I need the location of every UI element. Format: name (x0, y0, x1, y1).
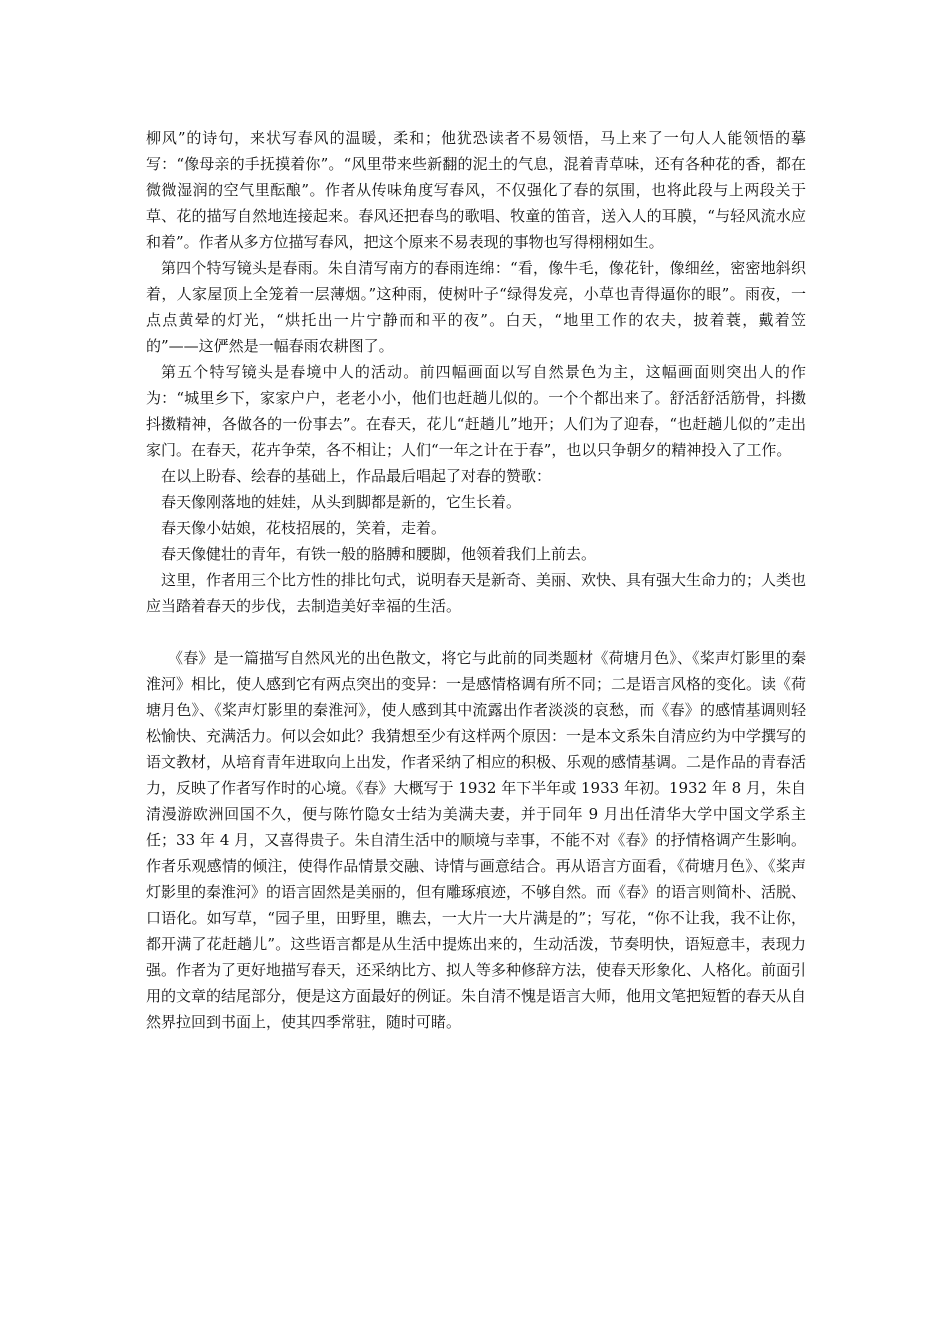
quote-line-girl: 春天像小姑娘，花枝招展的，笑着，走着。 (161, 519, 447, 537)
quote-line-youth: 春天像健壮的青年，有铁一般的胳膊和腰脚，他领着我们上前去。 (161, 545, 597, 563)
paragraph-praise-intro: 在以上盼春、绘春的基础上，作品最后唱起了对春的赞歌： (161, 467, 552, 485)
paragraph-spring-wind: 柳风”的诗句，来状写春风的温暖，柔和；他犹恐读者不易领悟，马上来了一句人人能领悟的摹写：“像母亲的手抚摸着你”。“风里带来些新翻的泥土的气息，混着青草味，还有各种花的香，都在微微湿润的空气里酝酿”。作者从传味角度写春风，不仅强化了春的氛围，也将此段与上两段关于草、花的描写自然地连接起来。春风还把春鸟的歌唱、牧童的笛音，送入人的耳膜，“与轻风流水应和着”。作者从多方位描写春风，把这个原来不易表现的事物也写得栩栩如生。 (146, 129, 806, 251)
document-body (146, 125, 806, 1035)
paragraph-people-activity: 第五个特写镜头是春境中人的活动。前四幅画面以写自然景色为主，这幅画面则突出人的作为：“城里乡下，家家户户，老老小小，他们也赶趟儿似的。一个个都出来了。舒活舒活筋骨，抖擞抖擞精神，各做各的一份事去”。在春天，花儿“赶趟儿”地开；人们为了迎春，“也赶趟儿似的”走出家门。在春天，花卉争荣，各不相让；人们“一年之计在于春”，也以只争朝夕的精神投入了工作。 (146, 363, 806, 459)
paragraph-metaphor-summary: 这里，作者用三个比方性的排比句式，说明春天是新奇、美丽、欢快、具有强大生命力的；人类也应当踏着春天的步伐，去制造美好幸福的生活。 (146, 571, 807, 615)
paragraph-spring-rain: 第四个特写镜头是春雨。朱自清写南方的春雨连绵：“看，像牛毛，像花针，像细丝，密密地斜织着，人家屋顶上全笼着一层薄烟。”这种雨，使树叶子“绿得发亮，小草也青得逼你的眼”。雨夜，一点点黄晕的灯光，“烘托出一片宁静而和平的夜”。白天，“地里工作的农夫，披着蓑，戴着笠的”——这俨然是一幅春雨农耕图了。 (146, 259, 806, 355)
quote-line-baby: 春天像刚落地的娃娃，从头到脚都是新的，它生长着。 (161, 493, 522, 511)
paragraph-style-analysis: 《春》是一篇描写自然风光的出色散文，将它与此前的同类题材《荷塘月色》、《桨声灯影里的秦淮河》相比，使人感到它有两点突出的变异：一是感情格调有所不同；二是语言风格的变化。读《荷塘月色》、《桨声灯影里的秦淮河》，使人感到其中流露出作者淡淡的哀愁，而《春》的感情基调则轻松愉快、充满活力。何以会如此？我猜想至少有这样两个原因：一是本文系朱自清应约为中学撰写的语文教材，从培育青年进取向上出发，作者采纳了相应的积极、乐观的感情基调。二是作品的青春活力，反映了作者写作时的心境。《春》大概写于 1932 年下半年或 1933 年初。1932 年 8 月，朱自清漫游欧洲回国不久，便与陈竹隐女士结为美满夫妻，并于同年 9 月出任清华大学中国文学系主任；33 年 4 月，又喜得贵子。朱自清生活中的顺境与幸事，不能不对《春》的抒情格调产生影响。作者乐观感情的倾注，使得作品情景交融、诗情与画意结合。再从语言方面看，《荷塘月色》、《桨声灯影里的秦淮河》的语言固然是美丽的，但有雕琢痕迹，不够自然。而《春》的语言则简朴、活脱、口语化。如写草，“园子里，田野里，瞧去，一大片一大片满是的”；写花，“你不让我，我不让你，都开满了花赶趟儿”。这些语言都是从生活中提炼出来的，生动活泼，节奏明快，语短意丰，表现力强。作者为了更好地描写春天，还采纳比方、拟人等多种修辞方法，使春天形象化、人格化。前面引用的文章的结尾部分，便是这方面最好的例证。朱自清不愧是语言大师，他用文笔把短暂的春天从自然界拉回到书面上，使其四季常驻，随时可睹。 (146, 649, 807, 1031)
section-divider-space (146, 619, 806, 645)
